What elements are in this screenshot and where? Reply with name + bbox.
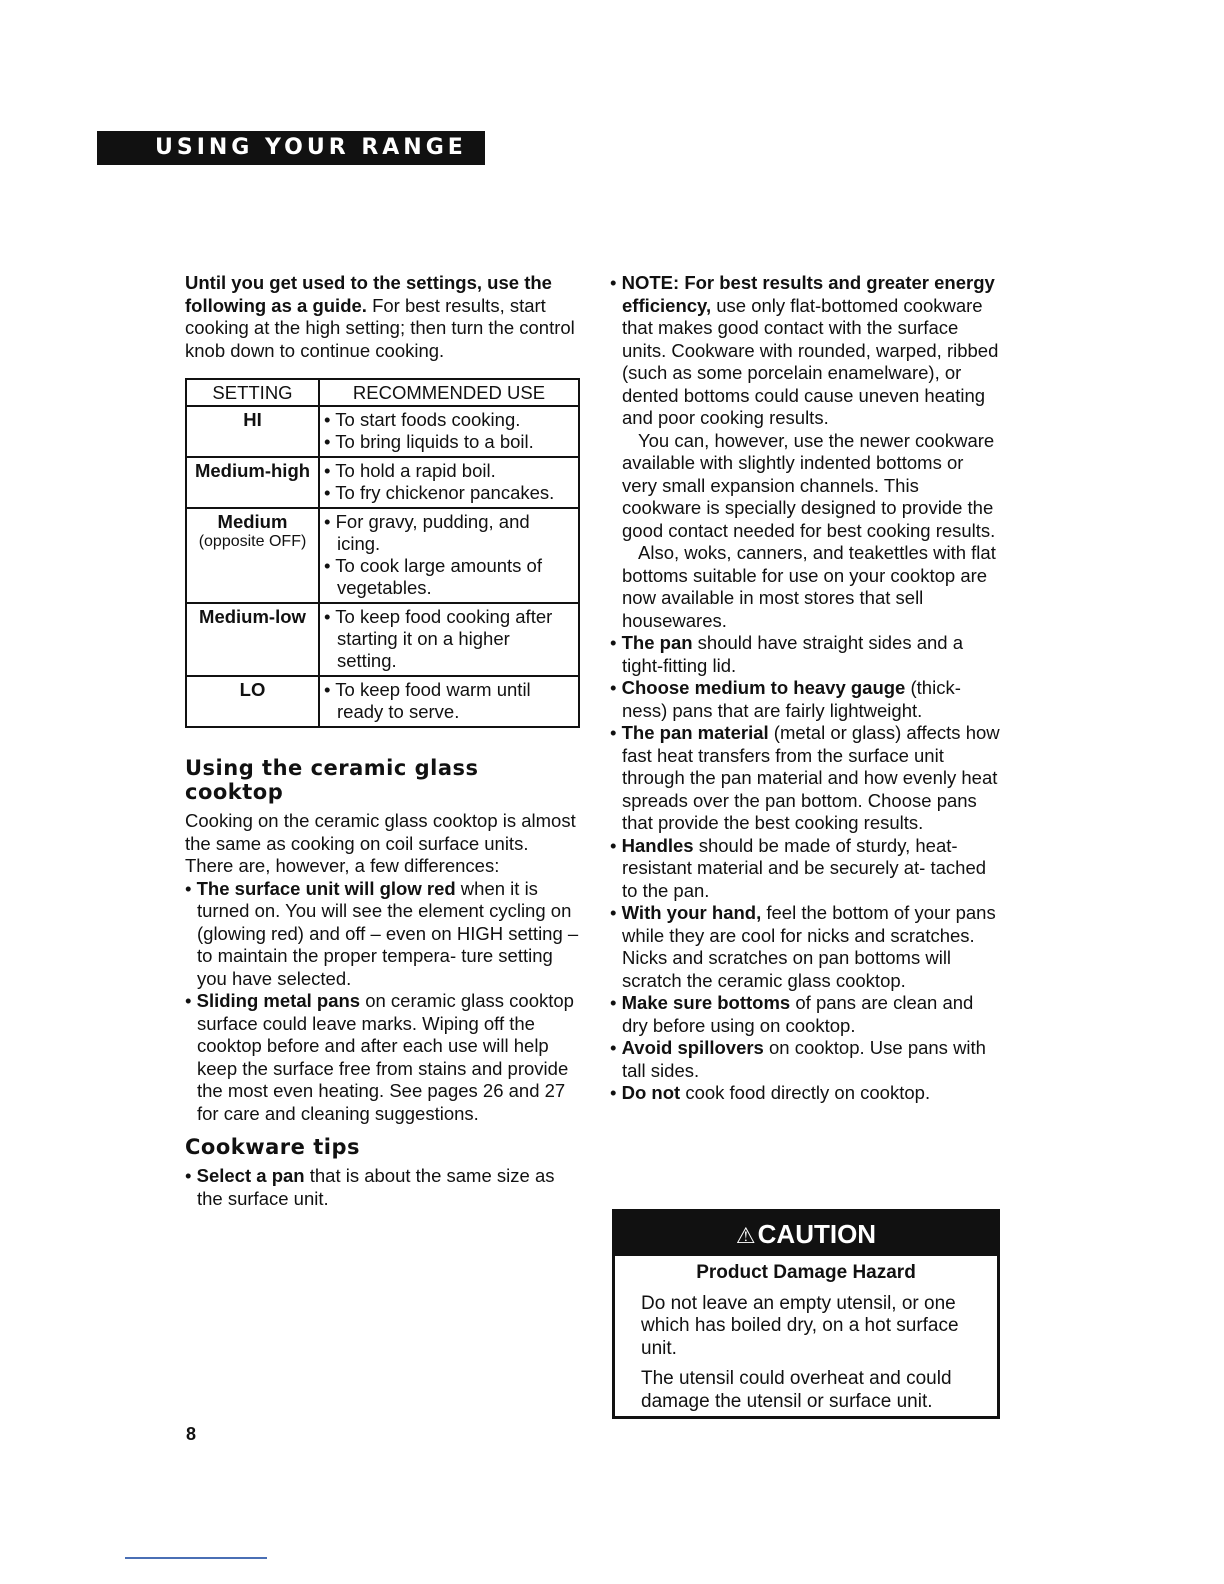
divider <box>125 1557 267 1559</box>
note-item: • NOTE: For best results and greater energy efficiency, use only flat-bottomed cookware that makes good contact with the surface units. Cookware with rounded, warped, ribbed (such as some porcelain enamelware), or dented bottoms could cause uneven heating and poor cooking results. <box>610 272 999 428</box>
list-item: • The surface unit will glow red when it is turned on. You will see the element cycling on (glowing red) and off – even on HIGH setting – to maintain the proper tempera- ture setting you have selected. <box>185 877 579 989</box>
setting-column-header: SETTING <box>186 379 319 406</box>
page-number: 8 <box>186 1424 197 1444</box>
cookware-heading: Cookware tips <box>185 1135 360 1159</box>
table-row: Medium (opposite OFF) • For gravy, pudding, and icing. • To cook large amounts of vegetables. <box>186 508 579 603</box>
table-row: Medium-high • To hold a rapid boil. • To fry chickenor pancakes. <box>186 457 579 508</box>
caution-text: Do not leave an empty utensil, or one which has boiled dry, on a hot surface unit. <box>641 1292 959 1359</box>
ceramic-intro: Cooking on the ceramic glass cooktop is almost the same as cooking on coil surface units. There are, however, a few differences: <box>185 810 576 876</box>
settings-table <box>185 378 580 728</box>
list-item: • Do not cook food directly on cooktop. <box>610 1082 931 1103</box>
table-row: LO • To keep food warm until ready to serve. <box>186 676 579 727</box>
ceramic-list <box>185 878 580 1126</box>
list-item: • The pan should have straight sides and a tight-fitting lid. <box>610 632 964 676</box>
warning-triangle-icon: ⚠ <box>735 1223 756 1248</box>
section-header: USING YOUR RANGE <box>97 131 485 165</box>
caution-box <box>612 1209 1000 1419</box>
tips-list <box>610 632 1002 1105</box>
intro-paragraph: Until you get used to the settings, use the following as a guide. For best results, start cooking at the high setting; then turn the control knob down to continue cooking. <box>185 272 575 361</box>
woks-paragraph: Also, woks, canners, and teakettles with flat bottoms suitable for use on your cooktop are now available in most stores that sell housewares. <box>622 542 996 631</box>
table-header-row <box>186 379 579 406</box>
right-column <box>610 272 1002 1105</box>
caution-text: The utensil could overheat and could damage the utensil or surface unit. <box>641 1368 952 1412</box>
ceramic-heading: Using the ceramic glass cooktop <box>185 756 479 804</box>
caution-title: Product Damage Hazard <box>696 1262 916 1283</box>
table-row: Medium-low • To keep food cooking after starting it on a higher setting. <box>186 603 579 676</box>
newer-cookware-paragraph: You can, however, use the newer cookware available with slightly indented bottoms or very small expansion channels. This cookware is specially designed to provide the good contact needed for best cooking results. <box>622 429 996 541</box>
left-column <box>185 272 580 1210</box>
list-item: • Avoid spillovers on cooktop. Use pans with tall sides. <box>610 1037 986 1081</box>
list-item: • Select a pan that is about the same size as the surface unit. <box>185 1165 555 1209</box>
list-item: • Sliding metal pans on ceramic glass cooktop surface could leave marks. Wiping off the cooktop before and after each use will help keep the surface free from stains and provide the most even heating. See pages 26 and 27 for care and cleaning suggestions. <box>185 990 574 1124</box>
list-item: • Handles should be made of sturdy, heat- resistant material and be securely at- tached to the pan. <box>610 834 987 901</box>
list-item: • The pan material (metal or glass) affects how fast heat transfers from the surface unit through the pan material and how evenly heat spreads over the pan bottom. Choose pans that provide the best cooking results. <box>610 722 1000 833</box>
use-column-header: RECOMMENDED USE <box>319 379 579 406</box>
list-item: • Choose medium to heavy gauge (thick- ness) pans that are fairly lightweight. <box>610 677 961 721</box>
caution-header: ⚠CAUTION <box>615 1212 997 1256</box>
table-row: HI • To start foods cooking. • To bring liquids to a boil. <box>186 406 579 457</box>
list-item: • Make sure bottoms of pans are clean and dry before using on cooktop. <box>610 992 974 1036</box>
cookware-list <box>185 1165 580 1210</box>
list-item: • With your hand, feel the bottom of your pans while they are cool for nicks and scratches. Nicks and scratches on pan bottoms will scratch the ceramic glass cooktop. <box>610 902 996 991</box>
